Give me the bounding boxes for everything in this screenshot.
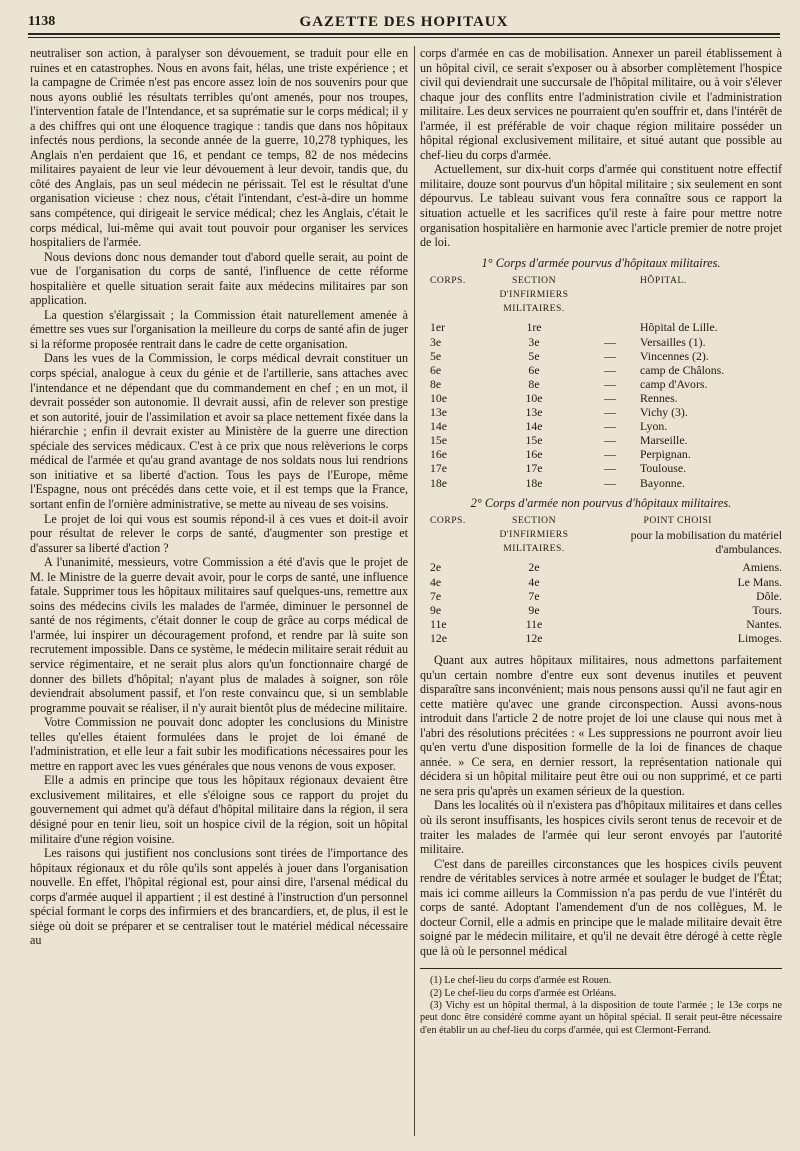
table-cell: 2e (528, 560, 540, 575)
table-cell: 12e (430, 630, 448, 645)
table-cell: 1re (526, 320, 542, 335)
table-cell: 17e (525, 461, 543, 476)
table-cell: 12e (525, 630, 543, 645)
table-row (420, 405, 782, 419)
table-cell: 1er (430, 320, 446, 335)
column-divider (414, 46, 415, 1136)
table-header-line: POINT CHOISI (643, 515, 712, 527)
table-cell: Versailles (1). (640, 334, 706, 349)
table-cell: 13e (430, 405, 448, 420)
table-row (420, 461, 782, 475)
table-cell: 10e (430, 390, 448, 405)
table-header-cell (580, 514, 782, 560)
table-cell: 18e (525, 475, 543, 490)
table-cell: 15e (525, 433, 543, 448)
table1 (420, 274, 782, 489)
table-header-cell: HÔPITAL. (640, 275, 687, 287)
table-row (420, 377, 782, 391)
table-header-row (420, 274, 782, 320)
paragraph: Nous devions donc nous demander tout d'abord quelle serait, au point de vue de l'organisation du corps de santé, l'influence de cette réforme hospitalière et quelle situation serait faite aux médecins militaires par son application. (30, 249, 408, 308)
paragraph: Actuellement, sur dix-huit corps d'armée qui constituent notre effectif militaire, douze sont pourvus d'un hôpital militaire ; six seulement en sont dépourvus. Le tableau suivant vous fera connaître sous ce rapport la situation actuelle et les sacrifices qu'il reste à faire pour mettre notre organisation hospitalière en harmonie avec l'article premier de notre projet de loi. (420, 162, 782, 250)
table-cell: 9e (528, 602, 540, 617)
table-cell: 11e (430, 616, 447, 631)
table-header-cell: CORPS. (430, 275, 466, 287)
table-cell: Rennes. (640, 390, 678, 405)
table-cell: 4e (528, 574, 540, 589)
table-cell: 2e (430, 560, 442, 575)
paragraph: Les raisons qui justifient nos conclusions sont tirées de l'importance des hôpitaux régionaux et du rôle qu'ils sont appelés à jouer dans l'organisation nouvelle. En effet, l'hôpital régional est, pour ainsi dire, l'arsenal médical du corps d'armée auquel il appartient ; il est destiné à l'instruction d'un personnel spécial formant le corps des infirmiers et des brancardiers, et, de plus, il est le siège où doit se préparer et se centraliser tout le matériel médical nécessaire au (30, 846, 408, 948)
table-cell: 8e (430, 376, 442, 391)
table-cell: Lyon. (640, 419, 668, 434)
table-cell (580, 320, 640, 334)
table-cell: 16e (525, 447, 543, 462)
table-cell: 7e (430, 588, 442, 603)
table-row (420, 589, 782, 603)
table-cell: 14e (430, 419, 448, 434)
table-row (420, 575, 782, 589)
table-cell: Dôle. (756, 588, 782, 603)
table1-body (420, 320, 782, 489)
table-row (420, 603, 782, 617)
table-row (420, 363, 782, 377)
table-cell: 10e (525, 390, 543, 405)
table-cell: 3e (430, 334, 442, 349)
table1-title: 1° Corps d'armée pourvus d'hôpitaux militaires. (481, 255, 721, 270)
table-cell: Perpignan. (640, 447, 691, 462)
journal-title: GAZETTE DES HOPITAUX (299, 14, 509, 30)
table-cell: — (604, 390, 616, 405)
table-cell: 3e (528, 334, 540, 349)
paragraph: neutraliser son action, à paralyser son dévouement, se traduit pour elle en ruines et en catastrophes. Nous en avons fait, hélas, une triste expérience ; et la campagne de Crimée n'est pas encore assez loin de nos souvenirs pour que nous ayons oublié les résultats terribles qu'ont amenés, pour nos troupes, l'intervention fatale de l'Intendance, et sa suprématie sur le corps médical; il y a des chiffres qui ont une éloquence tragique : tandis que dans nos hôpitaux infectés nous perdions, la seconde année de la guerre, 10,278 typhiques, les Anglais n'en perdaient que 16, et pendant ce temps, 82 de nos médecins militaires payaient de leur vie leur dévouement à leur devoir, tandis que, du côté des Anglais, pas un seul médecin ne périssait. Tel est le résultat d'une organisation vicieuse : chez nous, c'était l'intendant, c'est-à-dire un homme sans compétence, qui dirigeait le service médical; chez les Anglais, c'était le corps médical, lui-même qui avait tout pouvoir pour organiser les services hospitaliers de l'armée. (30, 46, 408, 250)
paragraph: A l'unanimité, messieurs, votre Commission a été d'avis que le projet de M. le Ministre de la guerre devait avoir, pour le corps de santé, une influence fatale. Supprimer tous les hôpitaux militaires sauf quelques-uns, remettre aux soins des médecins civils les malades de l'armée, diminuer le personnel de santé de nos régiments, c'était donner le coup de grâce au corps médical de l'armée, lui inspirer un découragement profond, et rendre par là suite son recrutement impossible. Dans ce système, le médecin militaire serait réduit au service régimentaire, et ne serait plus alors qu'un fonctionnaire chargé de donner des billets d'hôpital; n'ayant plus de malades à soigner, son rôle deviendrait absolument passif, et l'on reste convaincu que, si un semblable programme pouvait se réaliser, il n'y aurait bientôt plus de médecine militaire. (30, 555, 408, 715)
paragraph: corps d'armée en cas de mobilisation. Annexer un pareil établissement à un hôpital civil, ce serait s'exposer ou à absorber complètement l'hospice civil qui deviendrait une succursale de l'hôpital militaire, ou à voir s'élever chaque jour des conflits entre l'administration civile et l'administration militaire. Les deux services ne pourraient qu'en souffrir et, dans l'intérêt de l'armée, il est préférable de voir chaque région militaire posséder un hôpital régional exclusivement militaire, et situé autant que possible au chef-lieu du corps d'armée. (420, 46, 782, 162)
paragraph: Votre Commission ne pouvait donc adopter les conclusions du Ministre telles qu'elles étaient formulées dans le projet de loi émané de l'administration, et elle leur a fait subir les modifications nécessaires pour les mettre en rapport avec les vues générales que nous venons de vous exposer. (30, 715, 408, 773)
table-cell: 18e (430, 475, 448, 490)
table-cell: Limoges. (737, 630, 782, 645)
footnote: (2) Le chef-lieu du corps d'armée est Orléans. (430, 987, 617, 999)
right-column (420, 46, 782, 1037)
table-cell: — (604, 362, 616, 377)
header-rule-thin (28, 37, 780, 38)
table-cell: 11e (525, 616, 543, 631)
paragraph: Dans les vues de la Commission, le corps médical devrait constituer un corps spécial, analogue à ceux du génie et de l'artillerie, sans attaches avec l'intendance et ne dépendant que du commandement en chef ; en un mot, il devrait posséder son autonomie. Il devrait aussi, afin de relever son prestige et son autorité, jouir de l'assimilation et avoir sa place nettement fixée dans la hiérarchie ; enfin il devrait exister au Ministère de la guerre une direction spéciale des services médicaux. C'est à ce prix que nous relèverions le corps médical de l'armée et qu'au grand avantage de nos soldats nous lui rendrions son initiative et sa liberté d'action. Tous les pays de l'Europe, même l'Espagne, nous ont précédés dans cette voie, et il est temps que la France, sortant enfin de l'ornière administrative, se mette au niveau de ses voisins. (30, 351, 408, 511)
table2-title: 2° Corps d'armée non pourvus d'hôpitaux militaires. (470, 495, 732, 510)
table-row (420, 419, 782, 433)
table-cell: Amiens. (742, 560, 782, 575)
table-cell: camp d'Avors. (640, 376, 708, 391)
table-cell: Hôpital de Lille. (640, 320, 718, 335)
table-header-cell: CORPS. (430, 515, 466, 527)
table-cell: 6e (528, 362, 540, 377)
paragraph: Dans les localités où il n'existera pas d'hôpitaux militaires et dans celles où ils seront insuffisants, les hospices civils seront tenus de recevoir et de traiter les malades de l'armée qui leur seront envoyés par l'autorité militaire. (420, 798, 782, 857)
table2 (420, 514, 782, 645)
header-rule-thick (28, 33, 780, 35)
table-header-cell: SECTION D'INFIRMIERS MILITAIRES. (499, 515, 569, 555)
paragraph: Elle a admis en principe que tous les hôpitaux régionaux devaient être exclusivement militaires, et elle s'éloigne sous ce rapport du projet du gouvernement qui admet qu'à défaut d'hôpital militaire dans la région, il sera désigné pour en tenir lieu, soit un hospice civil de la région, soit un hôpital militaire d'une région voisine. (30, 773, 408, 846)
table-header-row (420, 514, 782, 560)
table-cell: — (604, 447, 616, 462)
table-cell: — (604, 461, 616, 476)
table-cell: — (604, 405, 616, 420)
paragraph: Le projet de loi qui vous est soumis répond-il à ces vues et doit-il avoir pour résultat de relever le corps de santé, d'augmenter son prestige et d'assurer sa liberté d'action ? (30, 511, 408, 555)
table-row (420, 617, 782, 631)
table-cell: 14e (525, 419, 543, 434)
table-row (420, 433, 782, 447)
table-row (420, 391, 782, 405)
table-cell: Marseille. (640, 433, 688, 448)
footnote: (1) Le chef-lieu du corps d'armée est Rouen. (430, 975, 612, 987)
table-header-line: pour la mobilisation du matériel d'ambulances. (630, 528, 782, 557)
table-cell: — (604, 376, 616, 391)
table-cell: Vichy (3). (640, 405, 688, 420)
table-cell: 9e (430, 602, 442, 617)
page-number: 1138 (28, 14, 56, 29)
table-row (420, 476, 782, 490)
table-cell: 7e (528, 588, 540, 603)
table-cell: 13e (525, 405, 543, 420)
table-cell: — (604, 475, 616, 490)
table-cell: — (604, 348, 616, 363)
footnote: (3) Vichy est un hôpital thermal, à la disposition de toute l'armée ; le 13e corps ne peut donc être considéré comme ayant un hôpital spécial. Il serait peut-être nécessaire d'en établir un au chef-lieu du corps d'armée, qui est Clermont-Ferrand. (420, 1000, 782, 1036)
table-row (420, 560, 782, 574)
paragraph: La question s'élargissait ; la Commission était naturellement amenée à émettre ses vues sur l'organisation la meilleure du corps de santé afin de juger si la réforme proposée rentrait dans le cadre de cette organisation. (30, 307, 408, 351)
table-cell: Toulouse. (640, 461, 687, 476)
table-cell: Vincennes (2). (640, 348, 709, 363)
table-cell: 16e (430, 447, 448, 462)
table-cell: 5e (430, 348, 442, 363)
table-header-cell: SECTION D'INFIRMIERS MILITAIRES. (499, 275, 569, 315)
table-row (420, 349, 782, 363)
table-cell: Bayonne. (640, 475, 685, 490)
table-row (420, 631, 782, 645)
table-cell: — (604, 419, 616, 434)
table-cell: Le Mans. (737, 574, 782, 589)
paragraph: Quant aux autres hôpitaux militaires, nous admettons parfaitement qu'un certain nombre d'entre eux sont devenus inutiles et peuvent disparaître sans inconvénient; mais nous pensons aussi qu'il ne faut agir en cette matière qu'avec une grande circonspection. Aussi avons-nous introduit dans l'article 2 de notre projet de loi une clause qui nous met à l'abri des résolutions précitées : « Les suppressions ne pourront avoir lieu qu'en vertu d'une disposition formelle de la loi de finances de chaque année. » Ce sera, en dernier ressort, la représentation nationale qui décidera si un hôpital militaire peut être oui ou non supprimé, et ce parti ne sera pris qu'après un examen sérieux de la question. (420, 653, 782, 798)
table-cell: 5e (528, 348, 540, 363)
table-cell: — (604, 334, 616, 349)
table-cell: 6e (430, 362, 442, 377)
table-cell: camp de Châlons. (640, 362, 725, 377)
table-cell: 15e (430, 433, 448, 448)
table-row (420, 447, 782, 461)
footnotes (420, 968, 782, 1036)
table-cell: Tours. (752, 602, 782, 617)
left-column (30, 46, 408, 948)
table-cell: 17e (430, 461, 448, 476)
table2-body (420, 560, 782, 645)
table-cell: 8e (528, 376, 540, 391)
table-row (420, 335, 782, 349)
table-row (420, 320, 782, 334)
table-cell: — (604, 433, 616, 448)
table-cell: Nantes. (746, 616, 782, 631)
table-cell: 4e (430, 574, 442, 589)
paragraph: C'est dans de pareilles circonstances que les hospices civils peuvent rendre de véritables services à notre armée et soulager le budget de l'État; mais ici comme ailleurs la Commission n'a pas perdu de vue l'intérêt du corps de santé. Adoptant l'amendement d'un de nos collègues, M. le docteur Cornil, elle a admis en principe que le malade militaire devait être soigné par le médecin militaire, et qu'il ne devait être dérogé à cette règle que là où le personnel médical (420, 856, 782, 958)
table-header-cell (580, 274, 640, 320)
